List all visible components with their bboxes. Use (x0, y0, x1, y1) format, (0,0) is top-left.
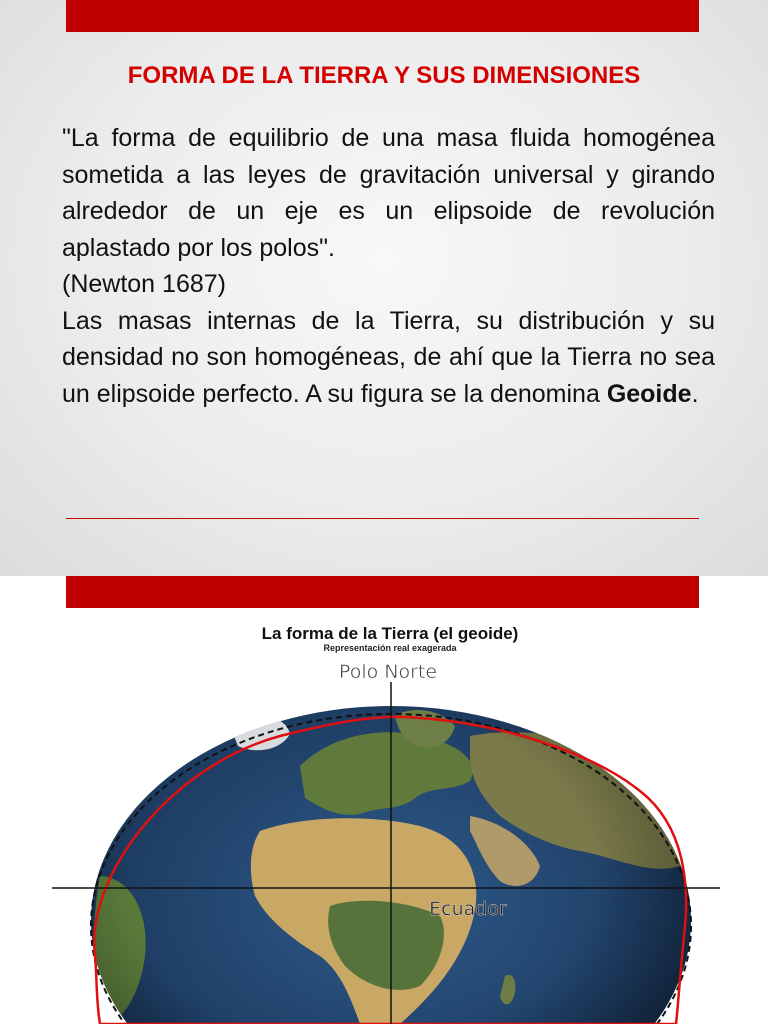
earth-globe (91, 706, 693, 1024)
newton-quote: "La forma de equilibrio de una masa fluida homogénea sometida a las leyes de gravitación universal y girando alrededor de un eje es un elipsoide de revolución aplastado por los polos". (62, 124, 715, 262)
body-text (62, 120, 715, 412)
geoid-paragraph (62, 303, 715, 413)
north-pole-label: Polo Norte (338, 661, 438, 683)
bottom-rule (66, 518, 699, 519)
figure-title: La forma de la Tierra (el geoide) (261, 624, 519, 643)
geoid-term: Geoide (606, 379, 692, 408)
equator-label: Ecuador (429, 898, 507, 920)
citation: (Newton 1687) (62, 270, 226, 298)
top-red-bar (66, 0, 699, 32)
slide-2 (0, 576, 768, 1024)
geoid-term-suffix: . (691, 379, 699, 408)
geoid-paragraph-text: Las masas internas de la Tierra, su distribución y su densidad no son homogéneas, de ahí que la Tierra no sea un elipsoide perfecto. A su figura se la denomina (62, 306, 715, 408)
slide-title: FORMA DE LA TIERRA Y SUS DIMENSIONES (127, 62, 641, 89)
figure-subtitle: Representación real exagerada (323, 643, 457, 653)
